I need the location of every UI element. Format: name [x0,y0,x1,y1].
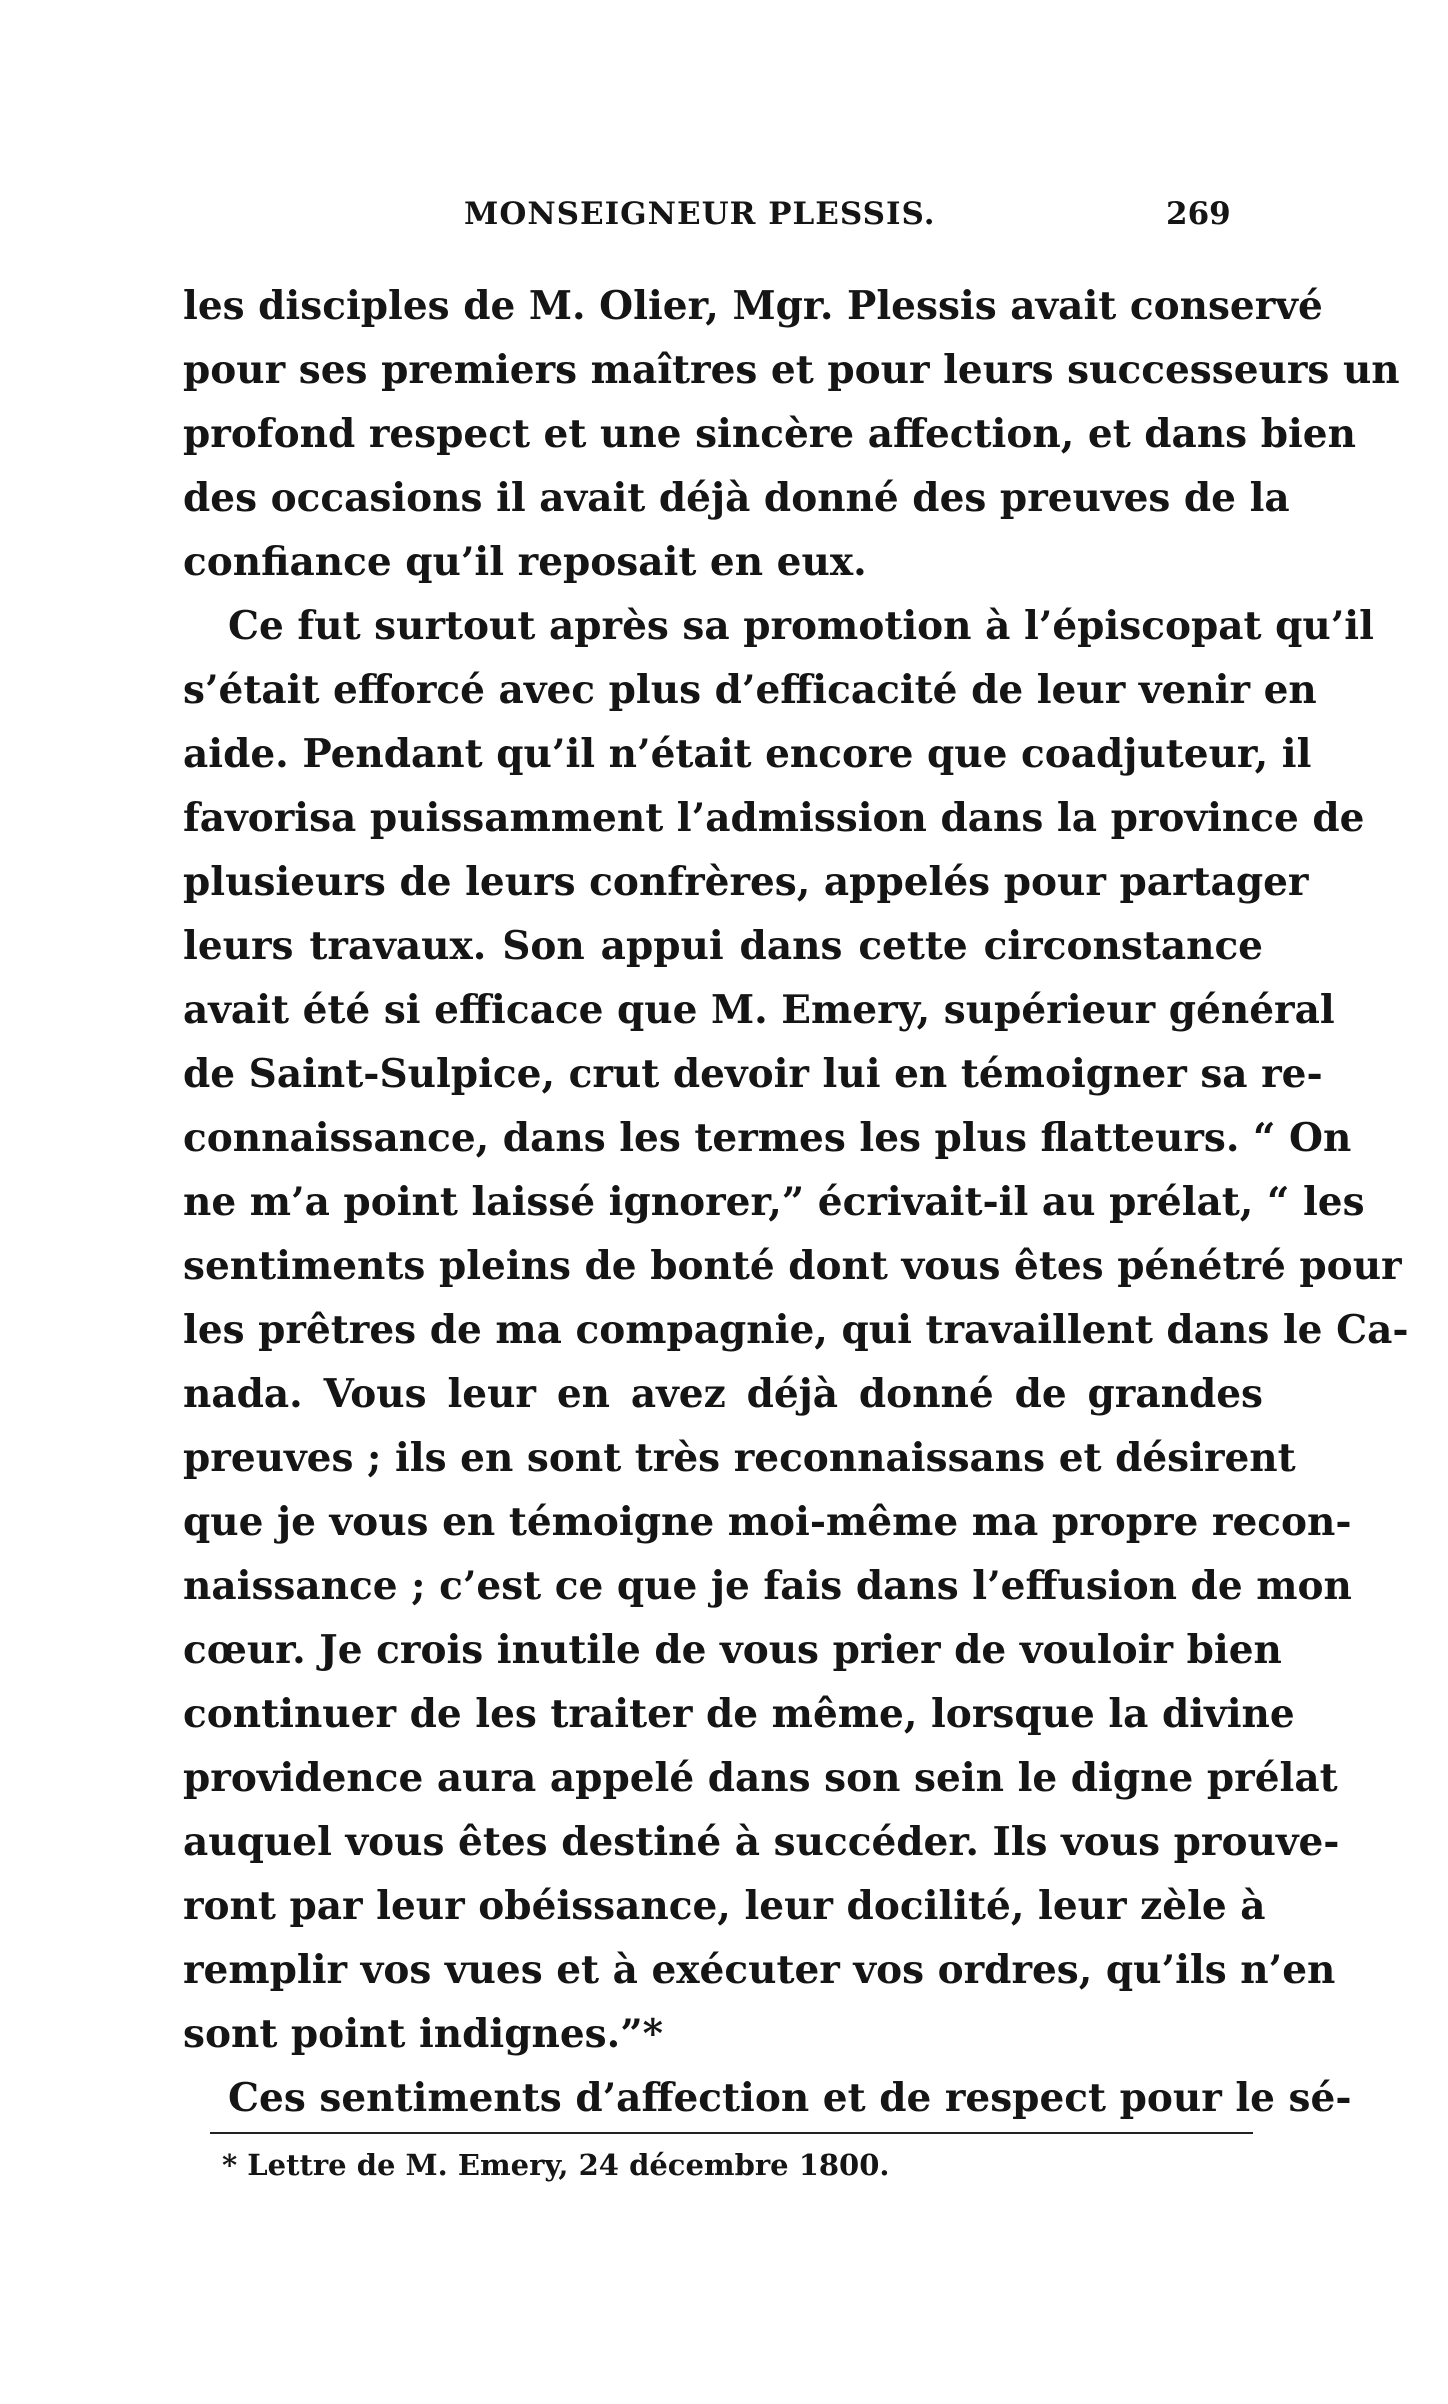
text-line: preuves ; ils en sont très reconnaissans et désirent [183,1435,1296,1481]
text-line: confiance qu’il reposait en eux. [183,539,867,585]
running-header [0,196,1448,236]
page-number: 269 [1166,196,1231,232]
text-line: s’était efforcé avec plus d’efficacité de leur venir en [183,667,1317,713]
text-line: de Saint-Sulpice, crut devoir lui en témoigner sa re- [183,1051,1323,1097]
footnote: * Lettre de M. Emery, 24 décembre 1800. [222,2148,890,2182]
text-line: remplir vos vues et à exécuter vos ordres, qu’ils n’en [183,1947,1336,1993]
text-line: les disciples de M. Olier, Mgr. Plessis avait conservé [183,283,1323,329]
text-line: favorisa puissamment l’admission dans la province de [183,795,1365,841]
text-line: pour ses premiers maîtres et pour leurs successeurs un [183,347,1400,393]
text-line: aide. Pendant qu’il n’était encore que coadjuteur, il [183,731,1312,777]
text-line: naissance ; c’est ce que je fais dans l’effusion de mon [183,1563,1352,1609]
running-title: MONSEIGNEUR PLESSIS. [464,196,936,232]
text-line: Ce fut surtout après sa promotion à l’épiscopat qu’il [228,603,1374,649]
text-line: nada. Vous leur en avez déjà donné de grandes [183,1371,1263,1417]
text-line: que je vous en témoigne moi-même ma propre recon- [183,1499,1352,1545]
text-line: providence aura appelé dans son sein le digne prélat [183,1755,1338,1801]
footnote-divider [210,2132,1253,2134]
text-line: Ces sentiments d’affection et de respect pour le sé- [228,2075,1352,2121]
text-line: ront par leur obéissance, leur docilité, leur zèle à [183,1883,1266,1929]
text-line: auquel vous êtes destiné à succéder. Ils vous prouve- [183,1819,1340,1865]
text-line: continuer de les traiter de même, lorsque la divine [183,1691,1295,1737]
text-line: sentiments pleins de bonté dont vous êtes pénétré pour [183,1243,1402,1289]
text-line: les prêtres de ma compagnie, qui travaillent dans le Ca- [183,1307,1409,1353]
text-line: avait été si efficace que M. Emery, supérieur général [183,987,1335,1033]
text-line: profond respect et une sincère affection, et dans bien [183,411,1356,457]
text-line: leurs travaux. Son appui dans cette circonstance [183,923,1263,969]
text-line: cœur. Je crois inutile de vous prier de vouloir bien [183,1627,1282,1673]
text-line: plusieurs de leurs confrères, appelés pour partager [183,859,1309,905]
text-line: sont point indignes.”* [183,2011,664,2057]
text-line: connaissance, dans les termes les plus flatteurs. “ On [183,1115,1352,1161]
text-line: des occasions il avait déjà donné des preuves de la [183,475,1290,521]
text-line: ne m’a point laissé ignorer,” écrivait-il au prélat, “ les [183,1179,1365,1225]
body-text [183,274,1409,2130]
